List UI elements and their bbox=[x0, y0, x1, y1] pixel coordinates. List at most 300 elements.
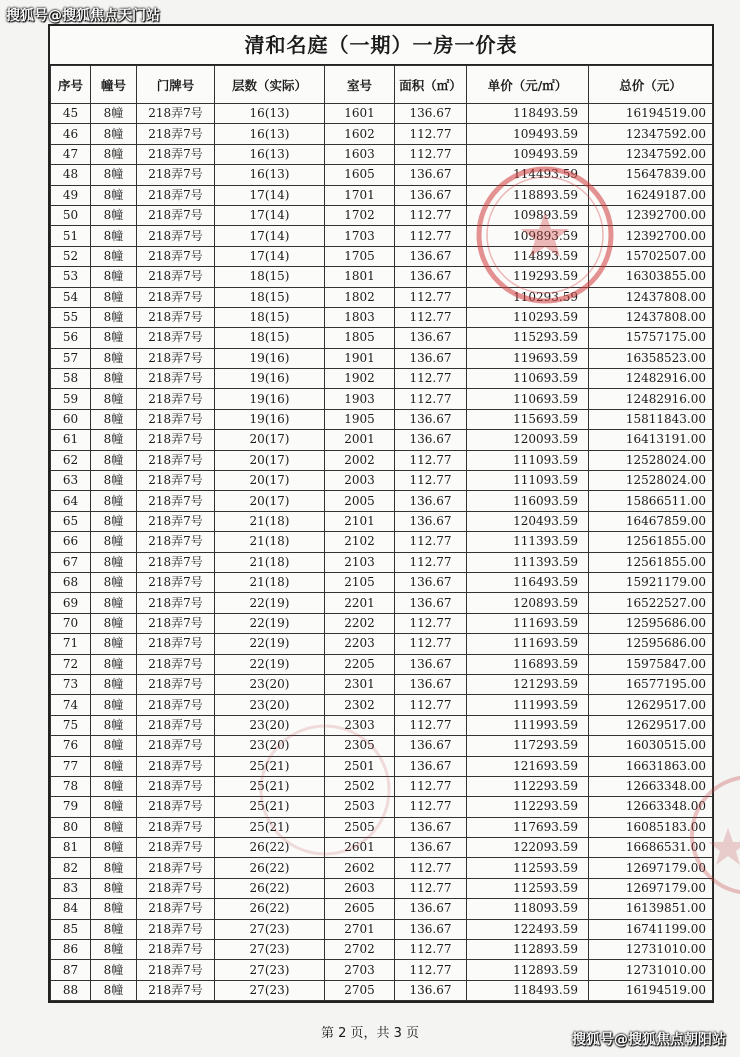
cell-room: 2502 bbox=[325, 776, 395, 796]
cell-area: 136.67 bbox=[395, 980, 467, 1000]
cell-area: 112.77 bbox=[395, 797, 467, 817]
cell-unit-price: 120093.59 bbox=[467, 430, 589, 450]
cell-room: 1602 bbox=[325, 124, 395, 144]
cell-building: 8幢 bbox=[91, 776, 137, 796]
table-row bbox=[51, 185, 713, 205]
cell-building: 8幢 bbox=[91, 756, 137, 776]
price-table bbox=[50, 65, 713, 1001]
header-row bbox=[51, 66, 713, 104]
cell-index: 87 bbox=[51, 960, 91, 980]
cell-floor: 25(21) bbox=[215, 756, 325, 776]
cell-index: 77 bbox=[51, 756, 91, 776]
cell-unit-price: 117293.59 bbox=[467, 736, 589, 756]
cell-building: 8幢 bbox=[91, 287, 137, 307]
cell-building: 8幢 bbox=[91, 899, 137, 919]
cell-door-number: 218弄7号 bbox=[137, 572, 215, 592]
cell-floor: 19(16) bbox=[215, 348, 325, 368]
cell-index: 64 bbox=[51, 491, 91, 511]
cell-area: 136.67 bbox=[395, 654, 467, 674]
table-row bbox=[51, 409, 713, 429]
cell-index: 48 bbox=[51, 165, 91, 185]
cell-area: 112.77 bbox=[395, 552, 467, 572]
cell-floor: 21(18) bbox=[215, 511, 325, 531]
cell-door-number: 218弄7号 bbox=[137, 674, 215, 694]
table-row bbox=[51, 205, 713, 225]
cell-door-number: 218弄7号 bbox=[137, 144, 215, 164]
cell-total-price: 16194519.00 bbox=[589, 980, 713, 1000]
cell-area: 112.77 bbox=[395, 858, 467, 878]
cell-unit-price: 112593.59 bbox=[467, 858, 589, 878]
cell-unit-price: 119693.59 bbox=[467, 348, 589, 368]
cell-area: 112.77 bbox=[395, 369, 467, 389]
cell-unit-price: 115293.59 bbox=[467, 328, 589, 348]
cell-area: 136.67 bbox=[395, 328, 467, 348]
cell-area: 136.67 bbox=[395, 572, 467, 592]
table-row bbox=[51, 756, 713, 776]
cell-area: 112.77 bbox=[395, 634, 467, 654]
page-footer: 第 2 页，共 3 页 bbox=[320, 1026, 420, 1041]
cell-door-number: 218弄7号 bbox=[137, 797, 215, 817]
cell-room: 1801 bbox=[325, 267, 395, 287]
cell-area: 136.67 bbox=[395, 246, 467, 266]
cell-unit-price: 109893.59 bbox=[467, 205, 589, 225]
cell-door-number: 218弄7号 bbox=[137, 980, 215, 1000]
table-row bbox=[51, 572, 713, 592]
cell-unit-price: 111393.59 bbox=[467, 532, 589, 552]
cell-total-price: 15647839.00 bbox=[589, 165, 713, 185]
header-floor: 层数（实际） bbox=[215, 66, 325, 104]
cell-total-price: 16194519.00 bbox=[589, 104, 713, 124]
cell-unit-price: 111693.59 bbox=[467, 634, 589, 654]
cell-door-number: 218弄7号 bbox=[137, 369, 215, 389]
header-building: 幢号 bbox=[91, 66, 137, 104]
cell-unit-price: 111993.59 bbox=[467, 695, 589, 715]
cell-floor: 20(17) bbox=[215, 430, 325, 450]
table-row bbox=[51, 960, 713, 980]
table-row bbox=[51, 674, 713, 694]
cell-area: 136.67 bbox=[395, 756, 467, 776]
table-row bbox=[51, 695, 713, 715]
cell-floor: 23(20) bbox=[215, 715, 325, 735]
cell-door-number: 218弄7号 bbox=[137, 695, 215, 715]
cell-door-number: 218弄7号 bbox=[137, 226, 215, 246]
cell-door-number: 218弄7号 bbox=[137, 960, 215, 980]
cell-total-price: 12437808.00 bbox=[589, 287, 713, 307]
cell-unit-price: 118493.59 bbox=[467, 104, 589, 124]
cell-floor: 18(15) bbox=[215, 287, 325, 307]
cell-building: 8幢 bbox=[91, 491, 137, 511]
cell-floor: 16(13) bbox=[215, 124, 325, 144]
table-row bbox=[51, 858, 713, 878]
cell-area: 112.77 bbox=[395, 450, 467, 470]
cell-building: 8幢 bbox=[91, 960, 137, 980]
table-body bbox=[51, 104, 713, 1001]
cell-door-number: 218弄7号 bbox=[137, 287, 215, 307]
cell-door-number: 218弄7号 bbox=[137, 715, 215, 735]
cell-door-number: 218弄7号 bbox=[137, 532, 215, 552]
cell-room: 2705 bbox=[325, 980, 395, 1000]
cell-room: 1601 bbox=[325, 104, 395, 124]
cell-room: 1702 bbox=[325, 205, 395, 225]
cell-unit-price: 110693.59 bbox=[467, 369, 589, 389]
cell-floor: 22(19) bbox=[215, 593, 325, 613]
cell-index: 46 bbox=[51, 124, 91, 144]
cell-room: 2103 bbox=[325, 552, 395, 572]
cell-unit-price: 116093.59 bbox=[467, 491, 589, 511]
cell-total-price: 12528024.00 bbox=[589, 450, 713, 470]
cell-unit-price: 112593.59 bbox=[467, 878, 589, 898]
cell-unit-price: 111093.59 bbox=[467, 450, 589, 470]
header-unit-price: 单价（元/㎡） bbox=[467, 66, 589, 104]
table-row bbox=[51, 389, 713, 409]
cell-total-price: 12697179.00 bbox=[589, 858, 713, 878]
cell-index: 88 bbox=[51, 980, 91, 1000]
cell-building: 8幢 bbox=[91, 736, 137, 756]
cell-total-price: 12731010.00 bbox=[589, 940, 713, 960]
cell-door-number: 218弄7号 bbox=[137, 471, 215, 491]
cell-building: 8幢 bbox=[91, 940, 137, 960]
header-room: 室号 bbox=[325, 66, 395, 104]
table-row bbox=[51, 552, 713, 572]
cell-index: 45 bbox=[51, 104, 91, 124]
cell-area: 112.77 bbox=[395, 307, 467, 327]
cell-door-number: 218弄7号 bbox=[137, 491, 215, 511]
table-row bbox=[51, 593, 713, 613]
cell-index: 72 bbox=[51, 654, 91, 674]
cell-index: 49 bbox=[51, 185, 91, 205]
header-area: 面积（㎡） bbox=[395, 66, 467, 104]
table-row bbox=[51, 940, 713, 960]
cell-area: 112.77 bbox=[395, 695, 467, 715]
cell-unit-price: 117693.59 bbox=[467, 817, 589, 837]
cell-room: 1701 bbox=[325, 185, 395, 205]
cell-door-number: 218弄7号 bbox=[137, 878, 215, 898]
cell-building: 8幢 bbox=[91, 613, 137, 633]
cell-total-price: 12392700.00 bbox=[589, 226, 713, 246]
cell-area: 136.67 bbox=[395, 267, 467, 287]
cell-door-number: 218弄7号 bbox=[137, 940, 215, 960]
cell-total-price: 12482916.00 bbox=[589, 369, 713, 389]
cell-unit-price: 111693.59 bbox=[467, 613, 589, 633]
cell-index: 81 bbox=[51, 838, 91, 858]
cell-index: 57 bbox=[51, 348, 91, 368]
cell-room: 2501 bbox=[325, 756, 395, 776]
cell-door-number: 218弄7号 bbox=[137, 185, 215, 205]
cell-area: 112.77 bbox=[395, 471, 467, 491]
cell-door-number: 218弄7号 bbox=[137, 450, 215, 470]
cell-door-number: 218弄7号 bbox=[137, 756, 215, 776]
cell-room: 1802 bbox=[325, 287, 395, 307]
cell-floor: 18(15) bbox=[215, 307, 325, 327]
cell-door-number: 218弄7号 bbox=[137, 307, 215, 327]
cell-door-number: 218弄7号 bbox=[137, 776, 215, 796]
document-title: 清和名庭（一期）一房一价表 bbox=[50, 26, 712, 65]
cell-area: 112.77 bbox=[395, 960, 467, 980]
table-row bbox=[51, 328, 713, 348]
watermark-top: 搜狐号@搜狐焦点天门站 bbox=[6, 8, 160, 24]
cell-area: 112.77 bbox=[395, 715, 467, 735]
cell-floor: 27(23) bbox=[215, 940, 325, 960]
cell-door-number: 218弄7号 bbox=[137, 389, 215, 409]
cell-building: 8幢 bbox=[91, 124, 137, 144]
cell-building: 8幢 bbox=[91, 409, 137, 429]
cell-floor: 25(21) bbox=[215, 776, 325, 796]
cell-building: 8幢 bbox=[91, 450, 137, 470]
cell-index: 55 bbox=[51, 307, 91, 327]
table-row bbox=[51, 980, 713, 1000]
cell-unit-price: 114493.59 bbox=[467, 165, 589, 185]
cell-floor: 25(21) bbox=[215, 797, 325, 817]
cell-building: 8幢 bbox=[91, 532, 137, 552]
cell-total-price: 16631863.00 bbox=[589, 756, 713, 776]
cell-building: 8幢 bbox=[91, 674, 137, 694]
cell-index: 51 bbox=[51, 226, 91, 246]
cell-building: 8幢 bbox=[91, 165, 137, 185]
cell-floor: 27(23) bbox=[215, 960, 325, 980]
cell-floor: 20(17) bbox=[215, 450, 325, 470]
cell-area: 136.67 bbox=[395, 165, 467, 185]
cell-floor: 16(13) bbox=[215, 104, 325, 124]
cell-unit-price: 109893.59 bbox=[467, 226, 589, 246]
cell-floor: 19(16) bbox=[215, 389, 325, 409]
cell-index: 61 bbox=[51, 430, 91, 450]
cell-building: 8幢 bbox=[91, 389, 137, 409]
cell-room: 2002 bbox=[325, 450, 395, 470]
cell-door-number: 218弄7号 bbox=[137, 165, 215, 185]
cell-total-price: 12482916.00 bbox=[589, 389, 713, 409]
cell-floor: 21(18) bbox=[215, 572, 325, 592]
cell-room: 1603 bbox=[325, 144, 395, 164]
cell-room: 1901 bbox=[325, 348, 395, 368]
cell-index: 69 bbox=[51, 593, 91, 613]
cell-door-number: 218弄7号 bbox=[137, 919, 215, 939]
cell-room: 2301 bbox=[325, 674, 395, 694]
cell-index: 80 bbox=[51, 817, 91, 837]
table-row bbox=[51, 430, 713, 450]
table-row bbox=[51, 307, 713, 327]
cell-index: 65 bbox=[51, 511, 91, 531]
cell-floor: 18(15) bbox=[215, 267, 325, 287]
cell-door-number: 218弄7号 bbox=[137, 654, 215, 674]
cell-building: 8幢 bbox=[91, 878, 137, 898]
cell-building: 8幢 bbox=[91, 369, 137, 389]
cell-building: 8幢 bbox=[91, 246, 137, 266]
cell-total-price: 15975847.00 bbox=[589, 654, 713, 674]
cell-building: 8幢 bbox=[91, 226, 137, 246]
cell-unit-price: 109493.59 bbox=[467, 144, 589, 164]
cell-total-price: 12663348.00 bbox=[589, 776, 713, 796]
table-row bbox=[51, 878, 713, 898]
cell-door-number: 218弄7号 bbox=[137, 552, 215, 572]
cell-building: 8幢 bbox=[91, 430, 137, 450]
cell-area: 112.77 bbox=[395, 389, 467, 409]
cell-total-price: 12561855.00 bbox=[589, 532, 713, 552]
cell-room: 2003 bbox=[325, 471, 395, 491]
watermark-bottom: 搜狐号@搜狐焦点朝阳站 bbox=[572, 1032, 726, 1048]
cell-door-number: 218弄7号 bbox=[137, 246, 215, 266]
cell-room: 2201 bbox=[325, 593, 395, 613]
cell-unit-price: 111093.59 bbox=[467, 471, 589, 491]
cell-room: 2601 bbox=[325, 838, 395, 858]
cell-room: 2203 bbox=[325, 634, 395, 654]
cell-building: 8幢 bbox=[91, 104, 137, 124]
cell-unit-price: 110293.59 bbox=[467, 307, 589, 327]
cell-total-price: 12595686.00 bbox=[589, 613, 713, 633]
cell-index: 73 bbox=[51, 674, 91, 694]
cell-area: 112.77 bbox=[395, 144, 467, 164]
cell-room: 1905 bbox=[325, 409, 395, 429]
table-row bbox=[51, 838, 713, 858]
cell-door-number: 218弄7号 bbox=[137, 838, 215, 858]
cell-room: 2101 bbox=[325, 511, 395, 531]
cell-building: 8幢 bbox=[91, 695, 137, 715]
cell-area: 136.67 bbox=[395, 491, 467, 511]
table-row bbox=[51, 124, 713, 144]
table-row bbox=[51, 104, 713, 124]
cell-unit-price: 111393.59 bbox=[467, 552, 589, 572]
cell-building: 8幢 bbox=[91, 715, 137, 735]
table-row bbox=[51, 654, 713, 674]
cell-floor: 27(23) bbox=[215, 980, 325, 1000]
table-row bbox=[51, 348, 713, 368]
cell-floor: 18(15) bbox=[215, 328, 325, 348]
cell-unit-price: 110693.59 bbox=[467, 389, 589, 409]
cell-door-number: 218弄7号 bbox=[137, 124, 215, 144]
table-row bbox=[51, 267, 713, 287]
cell-index: 60 bbox=[51, 409, 91, 429]
cell-unit-price: 114893.59 bbox=[467, 246, 589, 266]
cell-area: 112.77 bbox=[395, 226, 467, 246]
cell-index: 62 bbox=[51, 450, 91, 470]
cell-unit-price: 115693.59 bbox=[467, 409, 589, 429]
cell-room: 2205 bbox=[325, 654, 395, 674]
cell-unit-price: 112293.59 bbox=[467, 776, 589, 796]
cell-door-number: 218弄7号 bbox=[137, 409, 215, 429]
table-row bbox=[51, 634, 713, 654]
table-row bbox=[51, 511, 713, 531]
cell-building: 8幢 bbox=[91, 307, 137, 327]
cell-door-number: 218弄7号 bbox=[137, 511, 215, 531]
cell-floor: 21(18) bbox=[215, 552, 325, 572]
cell-unit-price: 118893.59 bbox=[467, 185, 589, 205]
table-row bbox=[51, 736, 713, 756]
cell-total-price: 12629517.00 bbox=[589, 715, 713, 735]
cell-area: 112.77 bbox=[395, 878, 467, 898]
cell-area: 136.67 bbox=[395, 674, 467, 694]
cell-room: 2603 bbox=[325, 878, 395, 898]
cell-unit-price: 109493.59 bbox=[467, 124, 589, 144]
cell-building: 8幢 bbox=[91, 980, 137, 1000]
cell-index: 54 bbox=[51, 287, 91, 307]
cell-unit-price: 121693.59 bbox=[467, 756, 589, 776]
cell-index: 79 bbox=[51, 797, 91, 817]
cell-door-number: 218弄7号 bbox=[137, 348, 215, 368]
table-row bbox=[51, 919, 713, 939]
cell-unit-price: 119293.59 bbox=[467, 267, 589, 287]
cell-area: 136.67 bbox=[395, 838, 467, 858]
cell-building: 8幢 bbox=[91, 817, 137, 837]
cell-area: 112.77 bbox=[395, 124, 467, 144]
cell-area: 136.67 bbox=[395, 104, 467, 124]
cell-room: 2303 bbox=[325, 715, 395, 735]
table-row bbox=[51, 613, 713, 633]
cell-area: 112.77 bbox=[395, 776, 467, 796]
cell-index: 52 bbox=[51, 246, 91, 266]
header-door-number: 门牌号 bbox=[137, 66, 215, 104]
table-row bbox=[51, 369, 713, 389]
cell-building: 8幢 bbox=[91, 185, 137, 205]
cell-unit-price: 112893.59 bbox=[467, 940, 589, 960]
cell-floor: 17(14) bbox=[215, 205, 325, 225]
cell-floor: 22(19) bbox=[215, 613, 325, 633]
table-row bbox=[51, 287, 713, 307]
cell-room: 2602 bbox=[325, 858, 395, 878]
cell-unit-price: 120893.59 bbox=[467, 593, 589, 613]
cell-building: 8幢 bbox=[91, 348, 137, 368]
table-row bbox=[51, 165, 713, 185]
cell-area: 112.77 bbox=[395, 205, 467, 225]
cell-total-price: 15866511.00 bbox=[589, 491, 713, 511]
cell-area: 112.77 bbox=[395, 613, 467, 633]
cell-door-number: 218弄7号 bbox=[137, 593, 215, 613]
cell-floor: 17(14) bbox=[215, 185, 325, 205]
cell-area: 136.67 bbox=[395, 736, 467, 756]
cell-index: 63 bbox=[51, 471, 91, 491]
cell-index: 76 bbox=[51, 736, 91, 756]
cell-unit-price: 111993.59 bbox=[467, 715, 589, 735]
cell-total-price: 16303855.00 bbox=[589, 267, 713, 287]
cell-index: 67 bbox=[51, 552, 91, 572]
cell-floor: 26(22) bbox=[215, 858, 325, 878]
cell-room: 2702 bbox=[325, 940, 395, 960]
cell-total-price: 16467859.00 bbox=[589, 511, 713, 531]
table-row bbox=[51, 776, 713, 796]
cell-index: 84 bbox=[51, 899, 91, 919]
cell-index: 56 bbox=[51, 328, 91, 348]
cell-index: 71 bbox=[51, 634, 91, 654]
cell-room: 1605 bbox=[325, 165, 395, 185]
cell-total-price: 16249187.00 bbox=[589, 185, 713, 205]
cell-index: 74 bbox=[51, 695, 91, 715]
cell-area: 136.67 bbox=[395, 430, 467, 450]
cell-unit-price: 116493.59 bbox=[467, 572, 589, 592]
table-row bbox=[51, 491, 713, 511]
cell-building: 8幢 bbox=[91, 511, 137, 531]
cell-room: 1805 bbox=[325, 328, 395, 348]
cell-floor: 19(16) bbox=[215, 369, 325, 389]
cell-index: 53 bbox=[51, 267, 91, 287]
cell-door-number: 218弄7号 bbox=[137, 634, 215, 654]
cell-area: 136.67 bbox=[395, 185, 467, 205]
cell-room: 2701 bbox=[325, 919, 395, 939]
header-index: 序号 bbox=[51, 66, 91, 104]
cell-area: 136.67 bbox=[395, 919, 467, 939]
cell-room: 2703 bbox=[325, 960, 395, 980]
cell-building: 8幢 bbox=[91, 634, 137, 654]
cell-total-price: 12697179.00 bbox=[589, 878, 713, 898]
cell-unit-price: 118093.59 bbox=[467, 899, 589, 919]
cell-index: 70 bbox=[51, 613, 91, 633]
cell-building: 8幢 bbox=[91, 471, 137, 491]
cell-building: 8幢 bbox=[91, 919, 137, 939]
cell-area: 136.67 bbox=[395, 511, 467, 531]
table-row bbox=[51, 899, 713, 919]
cell-floor: 17(14) bbox=[215, 246, 325, 266]
cell-room: 2503 bbox=[325, 797, 395, 817]
cell-floor: 27(23) bbox=[215, 919, 325, 939]
cell-building: 8幢 bbox=[91, 858, 137, 878]
cell-unit-price: 116893.59 bbox=[467, 654, 589, 674]
